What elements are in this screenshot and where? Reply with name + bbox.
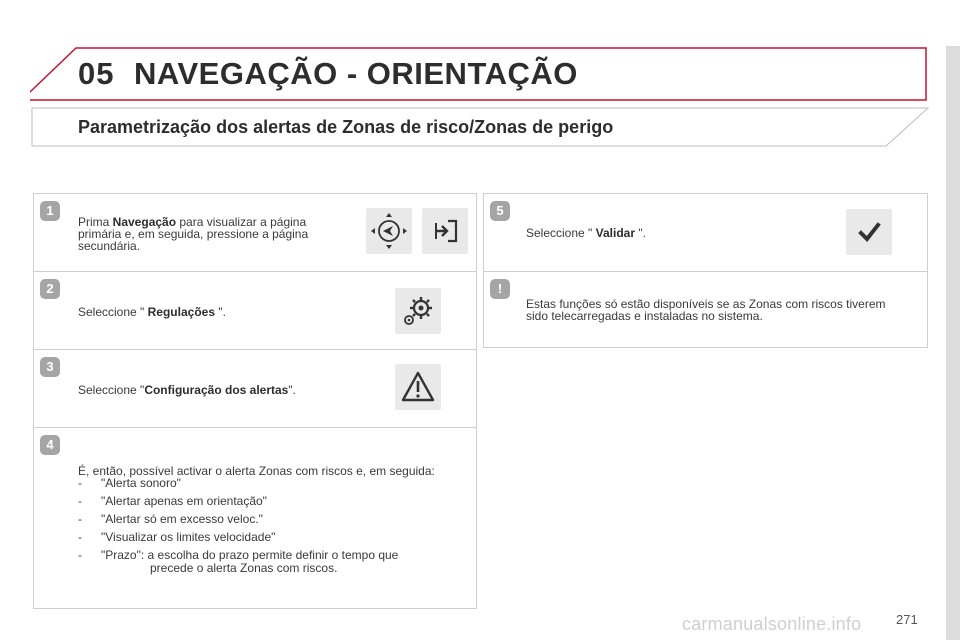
list-item-continuation: precede o alerta Zonas com riscos.: [150, 561, 338, 575]
watermark: carmanualsonline.info: [682, 614, 862, 634]
step-badge: 4: [39, 434, 61, 456]
list-item: - "Alerta sonoro": [78, 476, 181, 490]
list-item: - "Alertar só em excesso veloc.": [78, 512, 263, 526]
step-2-panel: [33, 271, 477, 349]
note-badge: !: [489, 278, 511, 300]
navigation-icon: [366, 208, 412, 254]
step-4-intro: É, então, possível activar o alerta Zonas com riscos e, em seguida:: [78, 464, 435, 478]
note-text: Estas funções só estão disponíveis se as Zonas com riscos tiverem sido telecarregadas e instaladas no sistema.: [526, 297, 886, 323]
page-edge-bar: [946, 46, 960, 640]
list-item: - "Visualizar os limites velocidade": [78, 530, 276, 544]
secondary-page-icon: [422, 208, 468, 254]
step-badge: 1: [39, 200, 61, 222]
step-badge: 5: [489, 200, 511, 222]
section-title: Parametrização dos alertas de Zonas de risco/Zonas de perigo: [78, 117, 614, 137]
page-number: 271: [896, 612, 918, 627]
step-5-panel: [483, 193, 928, 271]
list-item: - "Prazo": a escolha do prazo permite definir o tempo que: [78, 548, 399, 562]
note-panel: [483, 271, 928, 348]
alert-options-list: [78, 474, 398, 574]
step-badge: 3: [39, 356, 61, 378]
step-3-panel: [33, 349, 477, 427]
warning-triangle-icon: [395, 364, 441, 410]
chapter-number: 05: [78, 56, 115, 91]
step-1-panel: [33, 193, 477, 271]
step-badge: 2: [39, 278, 61, 300]
step-3-text: Seleccione "Configuração dos alertas".: [78, 383, 296, 397]
chapter-title: NAVEGAÇÃO - ORIENTAÇÃO: [134, 56, 578, 91]
settings-gears-icon: [395, 288, 441, 334]
checkmark-icon: [846, 209, 892, 255]
step-5-text: Seleccione " Validar ".: [526, 226, 646, 240]
step-1-text: Prima Navegação para visualizar a página primária e, em seguida, pressione a página secundária.: [78, 215, 309, 253]
step-2-text: Seleccione " Regulações ".: [78, 305, 226, 319]
list-item: - "Alertar apenas em orientação": [78, 494, 267, 508]
